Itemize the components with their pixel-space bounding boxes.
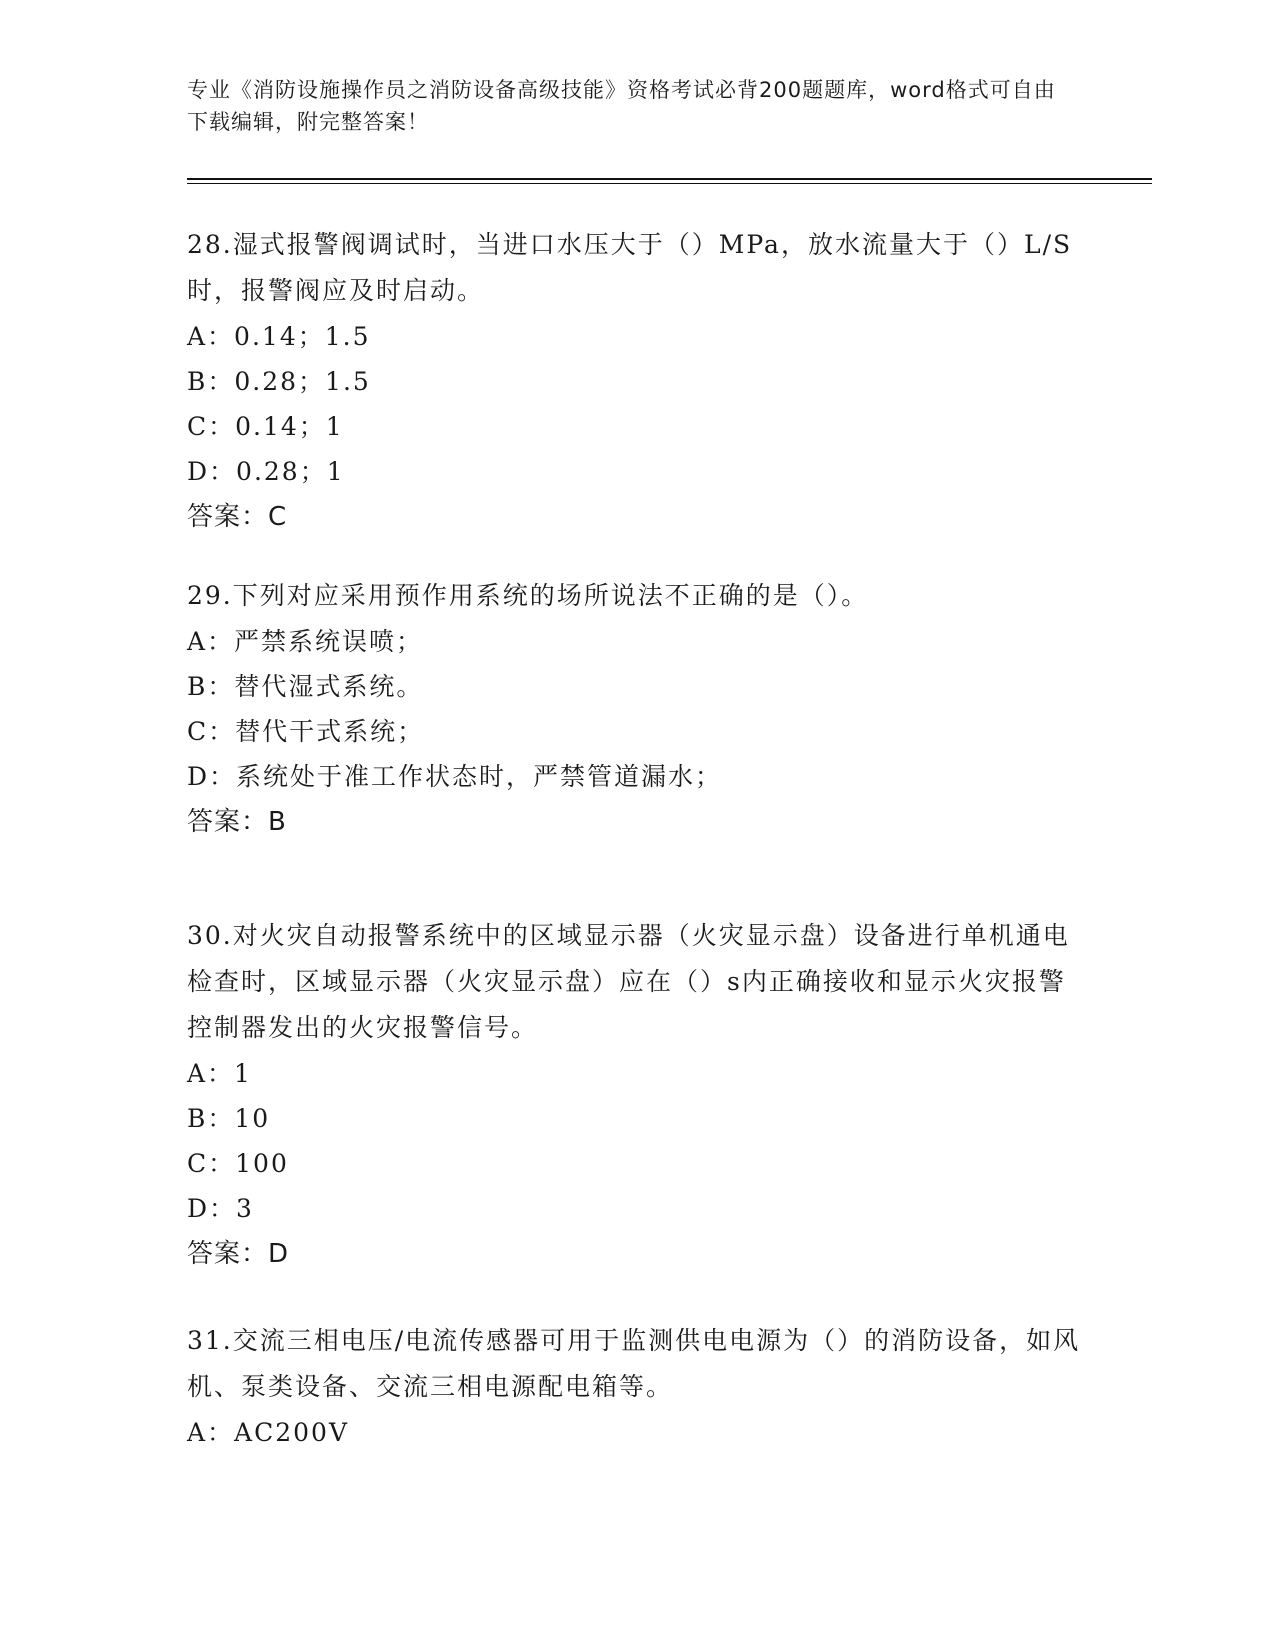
option-a: A：严禁系统误喷； [187, 627, 424, 656]
option-d: D：系统处于准工作状态时，严禁管道漏水； [187, 762, 723, 791]
option-d: D：3 [187, 1194, 254, 1223]
question-31 [187, 1318, 1087, 1455]
question-stem: 28.湿式报警阀调试时，当进口水压大于（）MPa，放水流量大于（）L/S时，报警阀应及时启动。 [187, 230, 1073, 305]
header-divider-thick [187, 178, 1152, 180]
answer-line: 答案：C [187, 502, 288, 532]
question-stem: 30.对火灾自动报警系统中的区域显示器（火灾显示盘）设备进行单机通电检查时，区域显示器（火灾显示盘）应在（）s内正确接收和显示火灾报警控制器发出的火灾报警信号。 [187, 921, 1070, 1042]
answer-line: 答案：D [187, 1239, 290, 1269]
option-c: C：替代干式系统； [187, 717, 425, 746]
option-c: C：100 [187, 1149, 289, 1178]
answer-line: 答案：B [187, 807, 287, 837]
option-b: B：替代湿式系统。 [187, 672, 424, 701]
option-c: C：0.14；1 [187, 412, 344, 441]
option-a: A：0.14；1.5 [187, 322, 371, 351]
option-b: B：10 [187, 1104, 271, 1133]
question-stem: 31.交流三相电压/电流传感器可用于监测供电电源为（）的消防设备，如风机、泵类设备、交流三相电源配电箱等。 [187, 1326, 1081, 1401]
header-divider-thin [187, 183, 1152, 184]
question-stem: 29.下列对应采用预作用系统的场所说法不正确的是（）。 [187, 581, 869, 610]
question-30 [187, 913, 1087, 1277]
option-d: D：0.28；1 [187, 457, 345, 486]
question-29 [187, 573, 1087, 845]
document-header: 专业《消防设施操作员之消防设备高级技能》资格考试必背200题题库，word格式可自由下载编辑，附完整答案！ [187, 78, 1056, 134]
option-a: A：AC200V [187, 1418, 350, 1447]
option-a: A：1 [187, 1059, 252, 1088]
option-b: B：0.28；1.5 [187, 367, 371, 396]
question-28 [187, 222, 1087, 540]
